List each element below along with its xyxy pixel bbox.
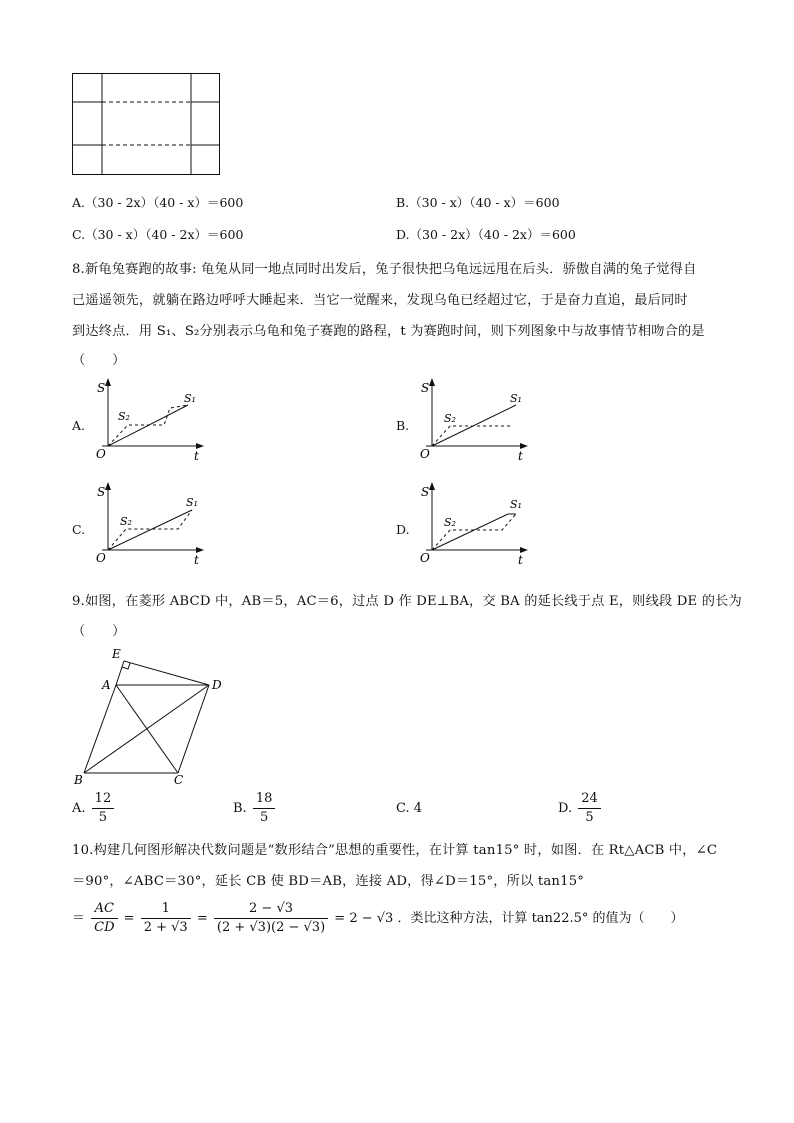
- origin-o: O: [96, 551, 106, 565]
- s2-label: S₂: [444, 516, 456, 529]
- origin-o: O: [96, 447, 106, 461]
- q8-label-a: A.: [72, 418, 86, 433]
- q10-tail: ．类比这种方法，计算 tan22.5° 的值为（ ）: [397, 911, 684, 926]
- q8-text-line1: 8.新龟兔赛跑的故事: 龟兔从同一地点同时出发后，兔子很快把乌龟远远甩在后头．骄傲自满的兔子觉得自: [72, 262, 697, 277]
- q8-text-line4: （ ）: [72, 353, 126, 368]
- s1-label: S₁: [510, 392, 522, 405]
- point-e: E: [112, 647, 121, 661]
- q10-result: = 2 − √3: [334, 911, 394, 926]
- q7-option-d: D.（30 - 2x）（40 - 2x）＝600: [396, 227, 576, 242]
- q9-option-d: [558, 790, 603, 827]
- q7-rectangle-figure: [72, 73, 222, 177]
- q10-f1-den: CD: [94, 920, 115, 935]
- q9-text-line1: 9.如图，在菱形 ABCD 中，AB＝5，AC＝6，过点 D 作 DE⊥BA，交 BA 的延长线于点 E，则线段 DE 的长为: [72, 594, 742, 609]
- q10-f3-num: 2 − √3: [214, 900, 328, 919]
- q9-option-a-den: 5: [98, 810, 108, 825]
- q8-graph-a: [92, 378, 212, 464]
- s1-label: S₁: [186, 496, 198, 509]
- s2-line: [432, 426, 512, 446]
- q10-fraction-one: [141, 900, 191, 937]
- q10-text-line1: 10.构建几何图形解决代数问题是“数形结合”思想的重要性，在计算 tan15° 时，如图．在 Rt△ACB 中，∠C: [72, 843, 718, 858]
- q9-option-d-fraction: [578, 790, 601, 827]
- q9-option-a: [72, 790, 116, 827]
- side-dc: [178, 685, 209, 773]
- q9-option-d-den: 5: [585, 810, 594, 825]
- q8-text-line3: 到达终点．用 S₁、S₂分别表示乌龟和兔子赛跑的路程，t 为赛跑时间，则下列图象中与故事情节相吻合的是: [72, 324, 705, 339]
- q8-label-b: B.: [396, 418, 410, 433]
- origin-o: O: [420, 551, 430, 565]
- q9-rhombus-figure: [72, 644, 232, 790]
- q7-option-b: B.（30 - x）（40 - x）＝600: [396, 195, 560, 210]
- axis-s: S: [421, 381, 430, 395]
- q10-fraction-rationalized: [214, 900, 328, 937]
- q8-label-d: D.: [396, 522, 410, 537]
- axis-t: t: [194, 449, 199, 463]
- q9-option-c: C. 4: [396, 801, 423, 816]
- q9-option-b-label: B.: [233, 801, 247, 816]
- y-arrow: [105, 378, 111, 386]
- point-a: A: [102, 678, 111, 692]
- s1-label: S₁: [510, 498, 522, 511]
- axis-t: t: [518, 449, 523, 463]
- segment-ed: [124, 661, 209, 685]
- q8-graph-d: [416, 482, 536, 568]
- q9-option-b: [233, 790, 277, 827]
- q9-option-a-num: 12: [92, 790, 115, 809]
- q8-graph-c: [92, 482, 212, 568]
- q10-f2-den: 2 + √3: [143, 920, 188, 935]
- q9-text-line2: （ ）: [72, 624, 126, 639]
- s2-label: S₂: [444, 412, 456, 425]
- q10-formula-line: ＝ $\frac{AC}{CD}$ = $\frac{1}{2 + √3}$ = $\frac{2 - √3}{(2 + √3)(2 - √3)}$ = 2 − √3 ．类比这种方法，计算 tan22.5° 的值为（ ）: [72, 901, 684, 935]
- q8-graph-b: [416, 378, 536, 464]
- q9-option-a-label: A.: [72, 801, 86, 816]
- q8-label-c: C.: [72, 522, 86, 537]
- axis-s: S: [97, 381, 106, 395]
- q10-f2-num: 1: [141, 900, 191, 919]
- q9-option-a-fraction: [92, 790, 115, 827]
- extension-ae: [116, 661, 124, 685]
- q9-option-b-num: 18: [253, 790, 276, 809]
- side-ba: [84, 685, 116, 773]
- axis-t: t: [194, 553, 199, 567]
- q9-option-d-label: D.: [558, 801, 573, 816]
- y-arrow: [429, 482, 435, 490]
- q10-fraction-ac-cd: [91, 900, 117, 937]
- s2-label: S₂: [118, 410, 130, 423]
- q9-option-b-fraction: [253, 790, 276, 827]
- q10-text-line2: ＝90°，∠ABC＝30°，延长 CB 使 BD＝AB，连接 AD，得∠D＝15°，所以 tan15°: [72, 874, 585, 889]
- y-arrow: [429, 378, 435, 386]
- axis-t: t: [518, 553, 523, 567]
- q7-option-a: A.（30 - 2x）（40 - x）＝600: [72, 195, 244, 210]
- outer-rectangle: [73, 74, 220, 175]
- y-arrow: [105, 482, 111, 490]
- origin-o: O: [420, 447, 430, 461]
- q8-text-line2: 己遥遥领先，就躺在路边呼呼大睡起来．当它一觉醒来，发现乌龟已经超过它，于是奋力直追，最后同时: [72, 293, 688, 308]
- q7-option-c: C.（30 - x）（40 - 2x）＝600: [72, 227, 244, 242]
- axis-s: S: [421, 485, 430, 499]
- point-d: D: [212, 678, 222, 692]
- s2-label: S₂: [120, 515, 132, 528]
- axis-s: S: [97, 485, 106, 499]
- q9-option-d-num: 24: [578, 790, 601, 809]
- q10-f3-den: (2 + √3)(2 − √3): [216, 920, 326, 935]
- q10-f1-num: AC: [91, 900, 117, 919]
- diagonal-bd: [84, 685, 209, 773]
- point-b: B: [74, 773, 83, 787]
- s1-label: S₁: [184, 392, 196, 405]
- q9-option-b-den: 5: [259, 810, 269, 825]
- point-c: C: [174, 773, 184, 787]
